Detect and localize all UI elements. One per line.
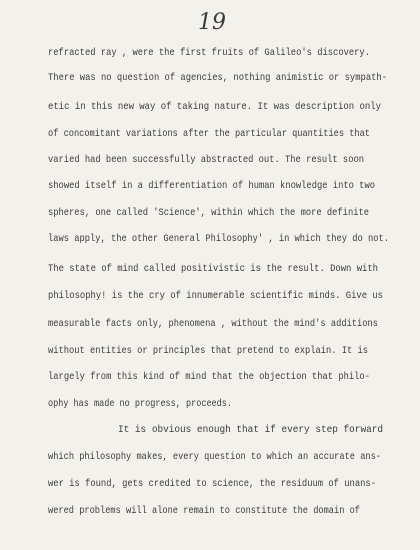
text-line: refracted ray , were the first fruits of Galileo's discovery. xyxy=(48,47,370,59)
text-line: etic in this new way of taking nature. It was description only xyxy=(48,101,381,113)
text-line: which philosophy makes, every question to which an accurate ans- xyxy=(48,451,381,463)
text-line: It is obvious enough that if every step forward xyxy=(118,424,383,436)
text-line: There was no question of agencies, nothing animistic or sympath- xyxy=(48,72,387,84)
text-line: wered problems will alone remain to constitute the domain of xyxy=(48,505,360,517)
text-line: The state of mind called positivistic is the result. Down with xyxy=(48,263,378,275)
text-line: spheres, one called 'Science', within which the more definite xyxy=(48,207,369,219)
text-line: showed itself in a differentiation of human knowledge into two xyxy=(48,180,375,192)
text-line: measurable facts only, phenomena , without the mind's additions xyxy=(48,318,378,330)
text-line: laws apply, the other General Philosophy' , in which they do not. xyxy=(48,233,389,245)
text-line: of concomitant variations after the particular quantities that xyxy=(48,128,370,140)
text-line: philosophy! is the cry of innumerable scientific minds. Give us xyxy=(48,290,383,302)
text-line: wer is found, gets credited to science, the residuum of unans- xyxy=(48,478,376,490)
text-line: without entities or principles that pretend to explain. It is xyxy=(48,345,368,357)
text-line: largely from this kind of mind that the objection that philo- xyxy=(48,371,370,383)
text-line: ophy has made no progress, proceeds. xyxy=(48,398,232,410)
page-number: 19 xyxy=(198,10,226,35)
text-line: varied had been successfully abstracted out. The result soon xyxy=(48,154,364,166)
